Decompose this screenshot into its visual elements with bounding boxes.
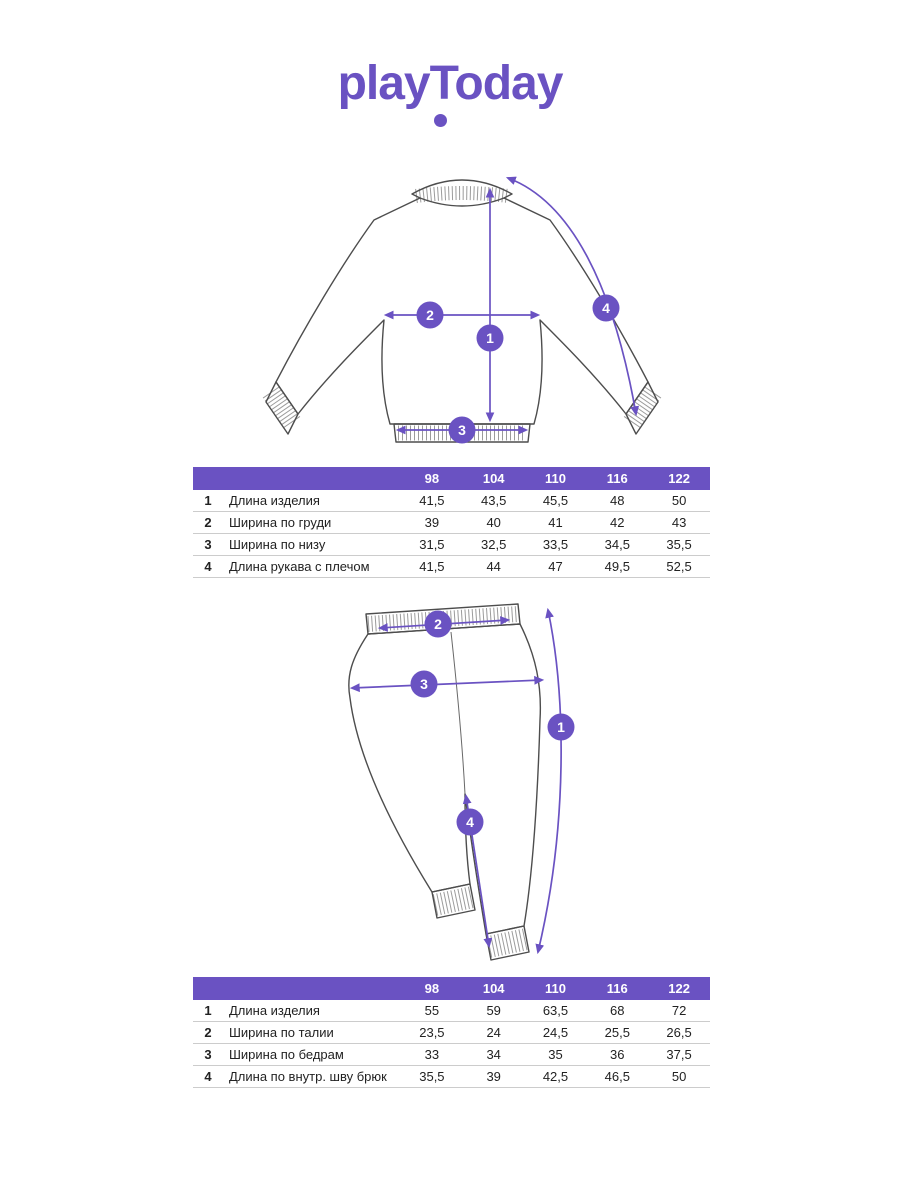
measurement-value: 52,5 [666, 559, 692, 574]
jacket-body-outline [276, 198, 648, 424]
measure-arrow-sleeve [508, 178, 636, 414]
measurement-value: 50 [671, 1069, 687, 1084]
measurement-value: 34,5 [604, 537, 630, 552]
row-number: 3 [204, 537, 212, 552]
measurement-value: 39 [424, 515, 440, 530]
size-column-header: 98 [424, 471, 440, 486]
measurement-value: 63,5 [542, 1003, 569, 1018]
measurement-value: 42 [610, 515, 625, 530]
measurement-row [193, 1044, 710, 1066]
measurement-value: 37,5 [666, 1047, 692, 1062]
measurement-value: 33 [424, 1047, 440, 1062]
row-number: 3 [204, 1047, 212, 1062]
measurement-value: 44 [486, 559, 501, 574]
measurement-value: 34 [486, 1047, 501, 1062]
measurement-value: 50 [671, 493, 687, 508]
row-number: 4 [204, 559, 212, 574]
size-column-header: 104 [482, 471, 505, 486]
measurement-value: 36 [610, 1047, 625, 1062]
size-badge-2 [417, 302, 444, 329]
size-badge-4-label: 4 [602, 300, 610, 316]
jacket-size-table [193, 467, 710, 578]
row-label: Ширина по талии [229, 1025, 334, 1040]
size-badge-1 [477, 325, 504, 352]
measurement-value: 45,5 [542, 493, 569, 508]
measurement-value: 26,5 [666, 1025, 692, 1040]
size-table-header [193, 467, 710, 490]
size-badge-2 [425, 611, 452, 638]
measurement-value: 35,5 [666, 537, 692, 552]
measurement-row [193, 556, 710, 578]
size-badge-3 [449, 417, 476, 444]
size-badge-4-label: 4 [466, 814, 474, 830]
measurement-value: 43 [671, 515, 687, 530]
jacket-diagram [262, 168, 662, 468]
measurement-value: 25,5 [604, 1025, 630, 1040]
size-badge-1-label: 1 [557, 719, 565, 735]
measurement-value: 59 [486, 1003, 501, 1018]
row-label: Длина изделия [229, 493, 320, 508]
measurement-value: 31,5 [419, 537, 445, 552]
row-number: 2 [204, 515, 212, 530]
measurement-row [193, 1022, 710, 1044]
size-column-header: 98 [424, 981, 440, 996]
measurement-row [193, 1066, 710, 1088]
size-column-header: 110 [545, 981, 566, 996]
measurement-value: 39 [486, 1069, 501, 1084]
measurement-value: 42,5 [542, 1069, 569, 1084]
left-cuff-ribbing [271, 392, 293, 424]
measurement-value: 55 [424, 1003, 440, 1018]
row-number: 1 [204, 493, 212, 508]
measurement-value: 35 [548, 1047, 563, 1062]
size-badge-3 [411, 671, 438, 698]
size-column-header: 110 [545, 471, 566, 486]
pants-size-table [193, 977, 710, 1088]
row-number: 2 [204, 1025, 212, 1040]
measurement-row [193, 1000, 710, 1022]
measurement-value: 35,5 [419, 1069, 445, 1084]
size-badge-3-label: 3 [458, 422, 466, 438]
measurement-value: 24,5 [542, 1025, 569, 1040]
measurement-row [193, 534, 710, 556]
measurement-value: 43,5 [481, 493, 507, 508]
size-badge-2-label: 2 [426, 307, 434, 323]
pants-diagram [338, 596, 588, 966]
jacket-left-cuff [266, 382, 298, 434]
row-label: Ширина по низу [229, 537, 326, 552]
measurement-value: 41 [548, 515, 563, 530]
row-number: 4 [204, 1069, 212, 1084]
measurement-value: 47 [548, 559, 563, 574]
size-badge-1 [548, 714, 575, 741]
measurement-value: 72 [671, 1003, 687, 1018]
measurement-value: 40 [486, 515, 501, 530]
size-badge-4 [593, 295, 620, 322]
measurement-value: 46,5 [604, 1069, 630, 1084]
front-seam-line [451, 632, 465, 794]
measurement-value: 32,5 [481, 537, 507, 552]
neck-ribbing [416, 193, 508, 196]
row-number: 1 [204, 1003, 212, 1018]
measurement-value: 41,5 [419, 493, 445, 508]
right-ankle-ribbing [489, 939, 527, 947]
measurement-value: 24 [486, 1025, 501, 1040]
size-badge-2-label: 2 [434, 616, 442, 632]
size-table-header [193, 977, 710, 1000]
measurement-row [193, 512, 710, 534]
measurement-value: 33,5 [542, 537, 569, 552]
size-badge-3-label: 3 [420, 676, 428, 692]
measurement-value: 68 [610, 1003, 625, 1018]
size-badge-4 [457, 809, 484, 836]
left-ankle-ribbing [435, 897, 473, 905]
size-badge-1-label: 1 [486, 330, 494, 346]
brand-logo-dot-icon [434, 114, 447, 127]
measurement-value: 49,5 [604, 559, 630, 574]
measurement-value: 48 [610, 493, 625, 508]
size-column-header: 104 [482, 981, 505, 996]
size-column-header: 122 [668, 981, 690, 996]
row-label: Ширина по бедрам [229, 1047, 344, 1062]
measurement-value: 41,5 [419, 559, 445, 574]
row-label: Ширина по груди [229, 515, 332, 530]
pants-body-outline [349, 624, 541, 934]
row-label: Длина по внутр. шву брюк [229, 1069, 387, 1084]
row-label: Длина изделия [229, 1003, 320, 1018]
measurement-row [193, 490, 710, 512]
row-label: Длина рукава с плечом [229, 559, 370, 574]
size-column-header: 122 [668, 471, 690, 486]
size-column-header: 116 [606, 471, 628, 486]
measure-arrow-length [538, 610, 561, 952]
measure-arrow-hips [352, 680, 542, 688]
brand-logo: playToday [337, 57, 563, 110]
pants-outline [349, 604, 541, 960]
measurement-value: 23,5 [419, 1025, 445, 1040]
size-column-header: 116 [606, 981, 628, 996]
